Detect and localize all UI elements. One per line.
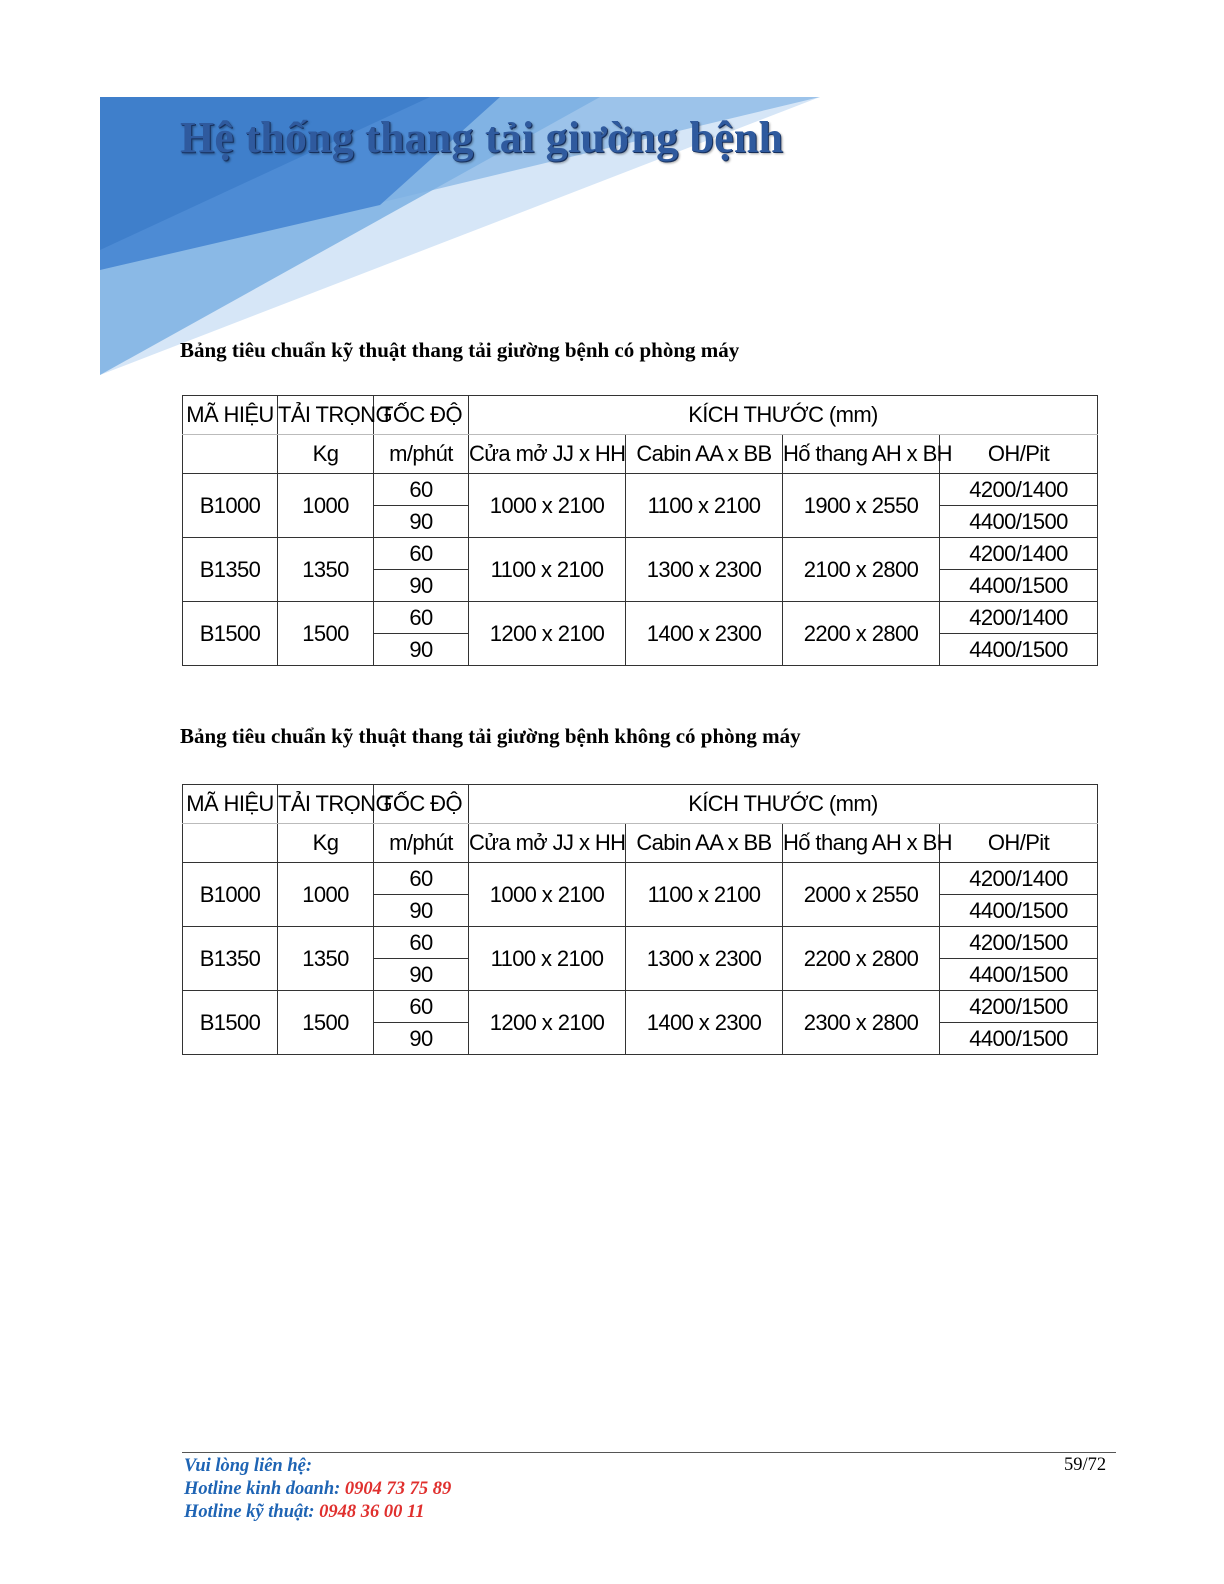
tech-number: 0948 36 00 11 (319, 1502, 425, 1522)
table-row (183, 991, 1098, 1023)
speed-cell: 60 (374, 538, 469, 570)
oh-pit-cell: 4400/1500 (940, 506, 1098, 538)
shaft-cell: 2200 x 2800 (783, 602, 940, 666)
shaft-cell: 2200 x 2800 (783, 927, 940, 991)
shaft-cell: 2100 x 2800 (783, 538, 940, 602)
cabin-cell: 1100 x 2100 (626, 474, 783, 538)
model-cell: B1350 (183, 927, 278, 991)
header-speed: TỐC ĐỘ (374, 785, 469, 824)
oh-pit-cell: 4400/1500 (940, 895, 1098, 927)
sales-hotline (184, 1478, 451, 1501)
header-cabin: Cabin AA x BB (626, 435, 783, 474)
model-cell: B1500 (183, 991, 278, 1055)
load-cell: 1350 (278, 538, 374, 602)
cabin-cell: 1100 x 2100 (626, 863, 783, 927)
table-row (183, 474, 1098, 506)
oh-pit-cell: 4400/1500 (940, 959, 1098, 991)
load-cell: 1000 (278, 863, 374, 927)
table-row (183, 538, 1098, 570)
page-title: Hệ thống thang tải giường bệnh (180, 113, 784, 162)
speed-cell: 90 (374, 1023, 469, 1055)
spec-table (182, 784, 1098, 1055)
table-caption: Bảng tiêu chuẩn kỹ thuật thang tải giường bệnh không có phòng máy (180, 724, 801, 748)
contact-label: Vui lòng liên hệ: (184, 1456, 312, 1476)
spec-table (182, 395, 1098, 666)
shaft-cell: 2300 x 2800 (783, 991, 940, 1055)
load-cell: 1000 (278, 474, 374, 538)
header-model-unit (183, 435, 278, 474)
oh-pit-cell: 4400/1500 (940, 1023, 1098, 1055)
tech-hotline (184, 1501, 451, 1524)
load-cell: 1500 (278, 602, 374, 666)
model-cell: B1500 (183, 602, 278, 666)
header-row (183, 785, 1098, 824)
header-speed: TỐC ĐỘ (374, 396, 469, 435)
header-dimensions: KÍCH THƯỚC (mm) (469, 396, 1098, 435)
header-speed-unit: m/phút (374, 824, 469, 863)
header-dimensions: KÍCH THƯỚC (mm) (469, 785, 1098, 824)
header-model-unit (183, 824, 278, 863)
header-row (183, 396, 1098, 435)
cabin-cell: 1300 x 2300 (626, 538, 783, 602)
table-row (183, 927, 1098, 959)
footer-divider (182, 1452, 1116, 1453)
speed-cell: 60 (374, 602, 469, 634)
oh-pit-cell: 4200/1400 (940, 474, 1098, 506)
model-cell: B1000 (183, 474, 278, 538)
oh-pit-cell: 4200/1400 (940, 602, 1098, 634)
oh-pit-cell: 4200/1400 (940, 538, 1098, 570)
load-cell: 1500 (278, 991, 374, 1055)
door-cell: 1200 x 2100 (469, 991, 626, 1055)
header-oh-pit: OH/Pit (940, 435, 1098, 474)
header-model: MÃ HIỆU (183, 396, 278, 435)
page-number: 59/72 (1064, 1455, 1107, 1475)
header-oh-pit: OH/Pit (940, 824, 1098, 863)
tech-label: Hotline kỹ thuật: (184, 1502, 315, 1522)
oh-pit-cell: 4200/1400 (940, 863, 1098, 895)
header-row (183, 435, 1098, 474)
footer-contact (184, 1455, 451, 1524)
cabin-cell: 1400 x 2300 (626, 991, 783, 1055)
table-row (183, 602, 1098, 634)
cabin-cell: 1300 x 2300 (626, 927, 783, 991)
speed-cell: 60 (374, 863, 469, 895)
header-shaft: Hố thang AH x BH (783, 435, 940, 474)
header-door: Cửa mở JJ x HH (469, 824, 626, 863)
sales-label: Hotline kinh doanh: (184, 1479, 341, 1499)
oh-pit-cell: 4400/1500 (940, 570, 1098, 602)
model-cell: B1000 (183, 863, 278, 927)
header-load-unit: Kg (278, 435, 374, 474)
speed-cell: 60 (374, 927, 469, 959)
door-cell: 1000 x 2100 (469, 863, 626, 927)
door-cell: 1100 x 2100 (469, 927, 626, 991)
oh-pit-cell: 4200/1500 (940, 927, 1098, 959)
speed-cell: 60 (374, 991, 469, 1023)
header-model: MÃ HIỆU (183, 785, 278, 824)
speed-cell: 90 (374, 570, 469, 602)
header-load: TẢI TRỌNG (278, 396, 374, 435)
header-load-unit: Kg (278, 824, 374, 863)
header-cabin: Cabin AA x BB (626, 824, 783, 863)
table-caption: Bảng tiêu chuẩn kỹ thuật thang tải giường bệnh có phòng máy (180, 338, 740, 362)
speed-cell: 90 (374, 895, 469, 927)
shaft-cell: 1900 x 2550 (783, 474, 940, 538)
oh-pit-cell: 4200/1500 (940, 991, 1098, 1023)
load-cell: 1350 (278, 927, 374, 991)
speed-cell: 90 (374, 634, 469, 666)
header-shaft: Hố thang AH x BH (783, 824, 940, 863)
door-cell: 1000 x 2100 (469, 474, 626, 538)
cabin-cell: 1400 x 2300 (626, 602, 783, 666)
sales-number: 0904 73 75 89 (344, 1479, 452, 1499)
speed-cell: 60 (374, 474, 469, 506)
speed-cell: 90 (374, 506, 469, 538)
header-row (183, 824, 1098, 863)
shaft-cell: 2000 x 2550 (783, 863, 940, 927)
oh-pit-cell: 4400/1500 (940, 634, 1098, 666)
table-row (183, 863, 1098, 895)
header-load: TẢI TRỌNG (278, 785, 374, 824)
door-cell: 1100 x 2100 (469, 538, 626, 602)
model-cell: B1350 (183, 538, 278, 602)
header-speed-unit: m/phút (374, 435, 469, 474)
door-cell: 1200 x 2100 (469, 602, 626, 666)
header-door: Cửa mở JJ x HH (469, 435, 626, 474)
speed-cell: 90 (374, 959, 469, 991)
